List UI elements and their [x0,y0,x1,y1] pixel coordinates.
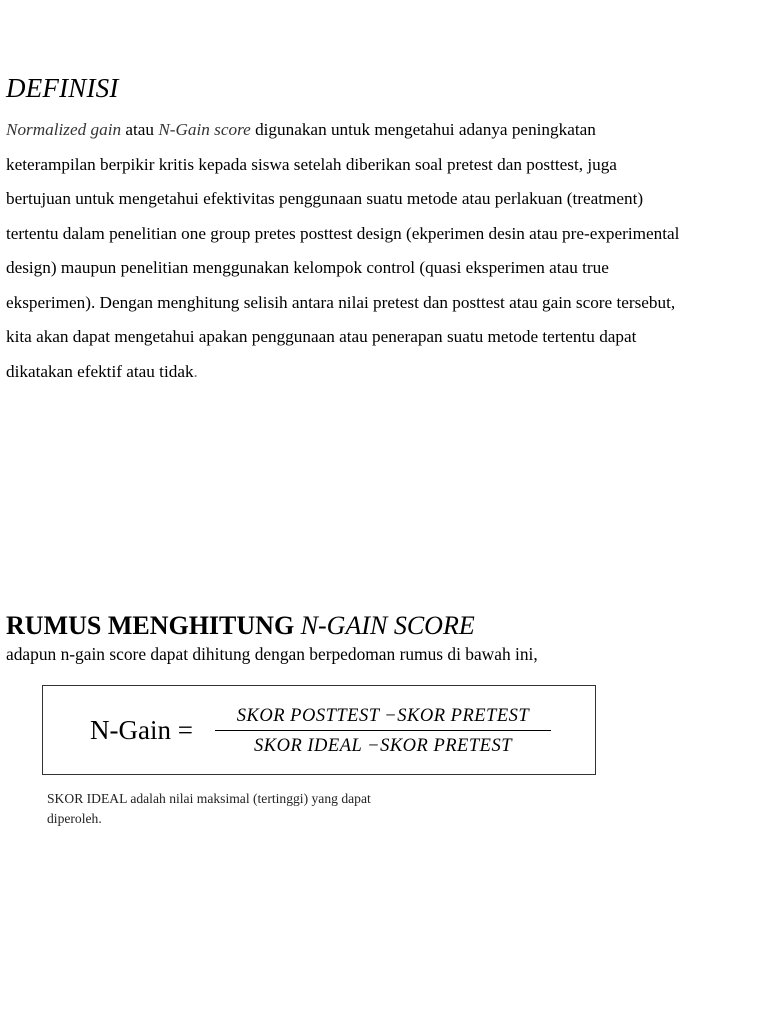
paragraph-text: bertujuan untuk mengetahui efektivitas penggunaan suatu metode atau perlakuan (treatment) [6,189,644,208]
paragraph-line [6,182,766,217]
formula-box [42,685,596,775]
paragraph-text: keterampilan berpikir kritis kepada siswa setelah diberikan soal pretest dan posttest, juga [6,154,617,174]
formula-lhs: N-Gain = [90,715,193,745]
paragraph-text: tertentu dalam penelitian one group pretes posttest design (ekperimen desin atau pre-experimental [6,223,680,243]
paragraph-text: . [193,361,198,381]
italic-term: N-Gain score [158,120,251,139]
paragraph-text: eksperimen). Dengan menghitung selisih antara nilai pretest dan posttest atau gain score tersebut, [6,292,676,312]
paragraph-line [6,355,766,390]
paragraph-text: kita akan dapat mengetahui apakan penggunaan atau penerapan suatu metode tertentu dapat [6,327,637,346]
paragraph-line [6,320,766,355]
note-line: SKOR IDEAL adalah nilai maksimal (tertinggi) yang dapat [47,791,371,806]
paragraph-line [6,286,766,321]
rumus-heading [6,607,475,645]
formula-fraction [215,704,551,758]
definisi-heading: DEFINISI [6,73,119,103]
rumus-heading-plain: RUMUS MENGHITUNG [6,611,301,640]
rumus-heading-italic: N-GAIN SCORE [300,611,475,640]
paragraph-line [6,217,766,252]
paragraph-text: dikatakan efektif atau tidak [6,361,194,381]
note-line: diperoleh. [47,811,102,826]
paragraph-line [6,251,766,286]
paragraph-text: digunakan untuk mengetahui adanya peningkatan [250,120,596,139]
paragraph-text: atau [121,120,159,139]
rumus-subtitle: adapun n-gain score dapat dihitung dengan berpedoman rumus di bawah ini, [6,644,538,664]
definisi-paragraph [6,113,766,389]
paragraph-text: design) maupun penelitian menggunakan kelompok control (quasi eksperimen atau true [6,258,609,277]
paragraph-line [6,113,766,148]
formula-numerator: SKOR POSTTEST −SKOR PRETEST [236,706,530,726]
formula-fraction-bar [215,730,551,731]
italic-term: Normalized gain [6,120,122,139]
formula-denominator: SKOR IDEAL −SKOR PRETEST [254,736,512,756]
paragraph-line [6,148,766,183]
skor-ideal-note [47,789,447,829]
